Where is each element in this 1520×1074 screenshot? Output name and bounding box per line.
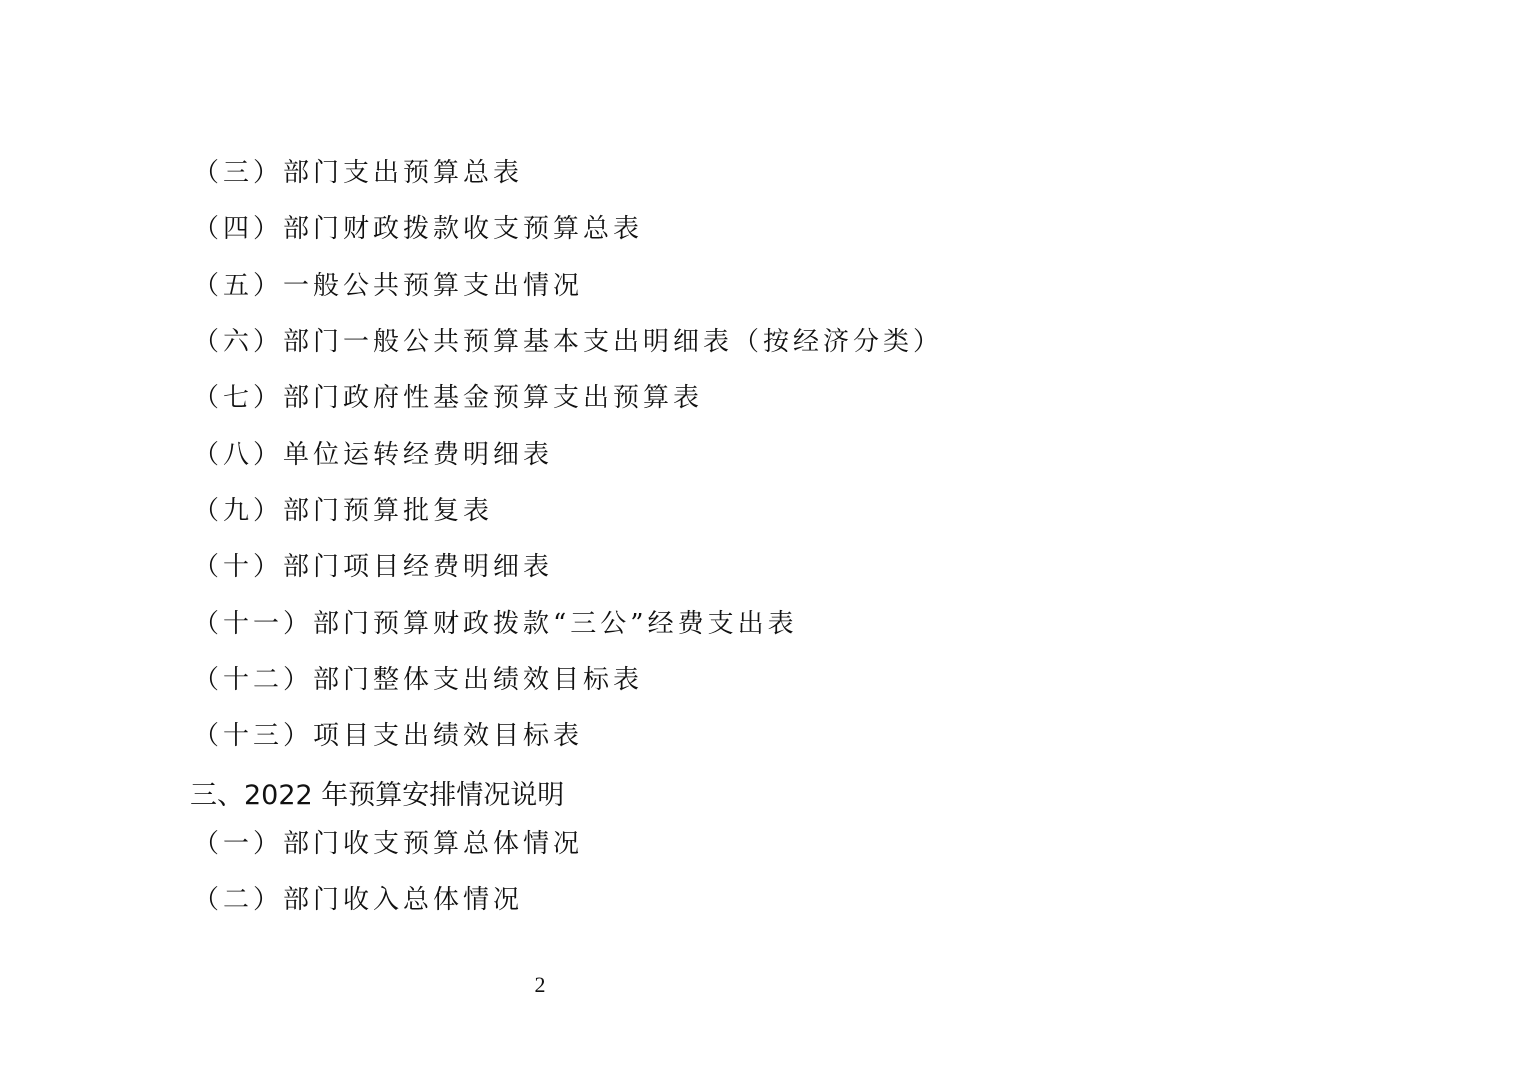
section-heading: 三、2022 年预算安排情况说明 (190, 780, 565, 811)
list-item: （九）部门预算批复表 (193, 496, 494, 526)
list-item: （三）部门支出预算总表 (193, 158, 524, 188)
list-item: （七）部门政府性基金预算支出预算表 (193, 383, 704, 413)
list-item: （八）单位运转经费明细表 (193, 440, 554, 470)
list-item: （一）部门收支预算总体情况 (193, 829, 584, 859)
list-item: （十二）部门整体支出绩效目标表 (193, 665, 644, 695)
list-item: （五）一般公共预算支出情况 (193, 271, 584, 301)
list-item: （二）部门收入总体情况 (193, 885, 524, 915)
page-number: 2 (534, 972, 546, 997)
list-item: （六）部门一般公共预算基本支出明细表（按经济分类） (193, 327, 944, 357)
list-item: （十一）部门预算财政拨款“三公”经费支出表 (193, 609, 798, 639)
list-item: （四）部门财政拨款收支预算总表 (193, 214, 644, 244)
list-item: （十）部门项目经费明细表 (193, 552, 554, 582)
list-item: （十三）项目支出绩效目标表 (193, 721, 584, 751)
